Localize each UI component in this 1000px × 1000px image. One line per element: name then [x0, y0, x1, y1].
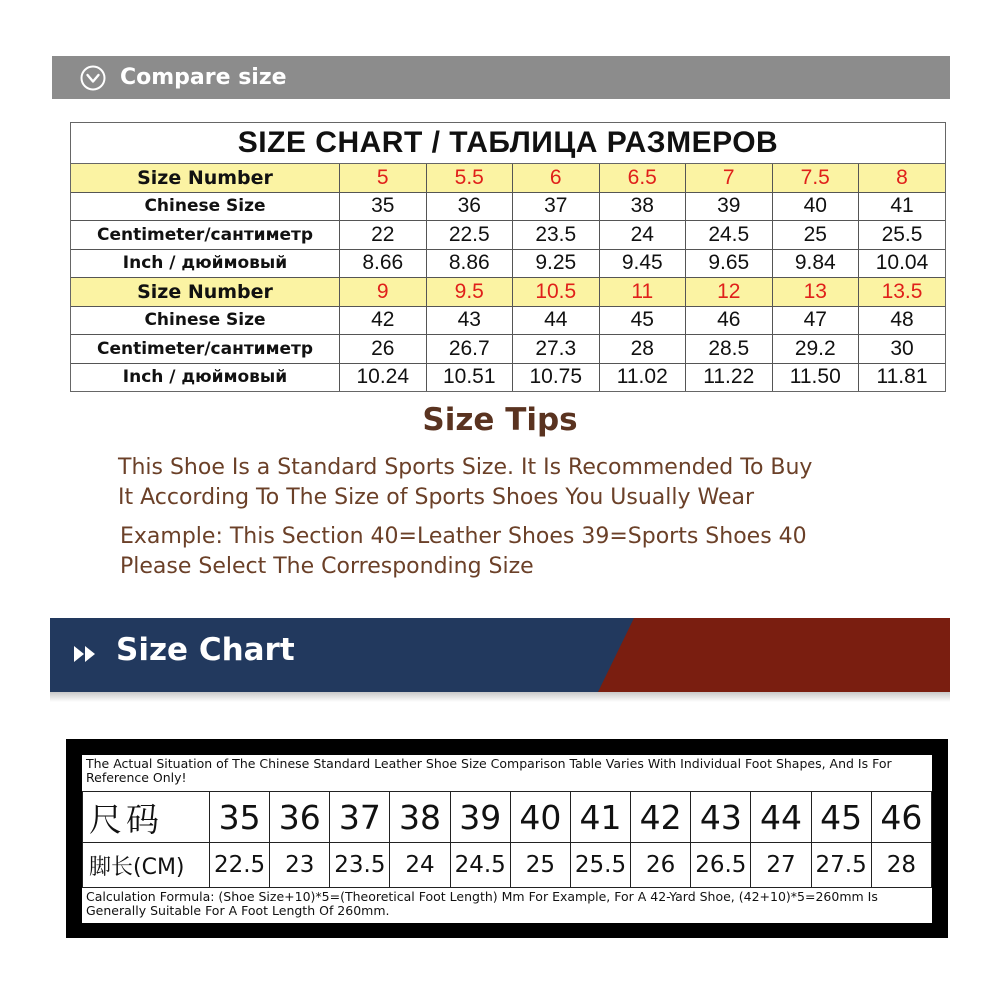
row-label: Centimeter/сантиметр [71, 221, 340, 250]
size-row-label: 尺码 [83, 792, 210, 843]
table-cell: 27.3 [513, 335, 600, 364]
table-cell: 10.51 [426, 363, 513, 391]
table-cell: 45 [599, 306, 686, 335]
foot-length-cell: 24 [390, 843, 450, 888]
size-row [83, 792, 932, 843]
banner-red-panel [598, 618, 950, 692]
foot-length-cell: 26 [631, 843, 691, 888]
size-tips-line-1: This Shoe Is a Standard Sports Size. It Is Recommended To Buy [118, 455, 813, 480]
table-cell: 22 [340, 221, 427, 250]
table-cell: 25 [772, 221, 859, 250]
row-label: Inch / дюймовый [71, 249, 340, 278]
size-cell: 40 [510, 792, 570, 843]
table-cell: 11.22 [686, 363, 773, 391]
table-cell: 36 [426, 192, 513, 221]
foot-length-cell: 26.5 [691, 843, 751, 888]
size-data-row [71, 306, 945, 335]
table-cell: 25.5 [859, 221, 946, 250]
foot-length-cell: 23 [270, 843, 330, 888]
size-data-row [71, 249, 945, 278]
table-cell: 38 [599, 192, 686, 221]
table-cell: 7.5 [772, 164, 859, 192]
table-cell: 10.04 [859, 249, 946, 278]
table-cell: 46 [686, 306, 773, 335]
row-label: Size Number [71, 278, 340, 307]
table-cell: 9.25 [513, 249, 600, 278]
foot-length-row-label: 脚长(CM) [83, 843, 210, 888]
table-cell: 13.5 [859, 278, 946, 307]
table-cell: 9.45 [599, 249, 686, 278]
size-cell: 44 [751, 792, 811, 843]
table-cell: 22.5 [426, 221, 513, 250]
table-cell: 39 [686, 192, 773, 221]
double-chevron-right-icon [72, 644, 98, 664]
size-tips-example: Example: This Section 40=Leather Shoes 39=Sports Shoes 40 [120, 524, 807, 549]
foot-length-cell: 25.5 [570, 843, 630, 888]
table-cell: 29.2 [772, 335, 859, 364]
table-cell: 10.5 [513, 278, 600, 307]
compare-size-title: Compare size [120, 65, 287, 90]
table-cell: 11.81 [859, 363, 946, 391]
table-cell: 13 [772, 278, 859, 307]
table-cell: 26.7 [426, 335, 513, 364]
foot-length-cell: 25 [510, 843, 570, 888]
table-cell: 28.5 [686, 335, 773, 364]
table-cell: 6 [513, 164, 600, 192]
row-label: Size Number [71, 164, 340, 192]
size-data-row [71, 363, 945, 391]
foot-length-cell: 28 [871, 843, 931, 888]
size-chart-title: SIZE CHART / ТАБЛИЦА РАЗМЕРОВ [71, 123, 945, 164]
size-cell: 46 [871, 792, 931, 843]
size-cell: 36 [270, 792, 330, 843]
table-cell: 48 [859, 306, 946, 335]
table-cell: 24 [599, 221, 686, 250]
size-chart-banner-title: Size Chart [116, 632, 295, 668]
size-number-row [71, 278, 945, 307]
size-cell: 35 [210, 792, 270, 843]
table-cell: 6.5 [599, 164, 686, 192]
compare-size-header [52, 56, 950, 99]
size-data-row [71, 221, 945, 250]
table-cell: 8.86 [426, 249, 513, 278]
row-label: Inch / дюймовый [71, 363, 340, 391]
chinese-size-table [82, 791, 932, 888]
size-tips-title: Size Tips [422, 402, 578, 438]
table-cell: 7 [686, 164, 773, 192]
table-cell: 23.5 [513, 221, 600, 250]
size-cell: 38 [390, 792, 450, 843]
banner-shadow [50, 692, 950, 702]
size-cell: 39 [450, 792, 510, 843]
row-label: Centimeter/сантиметр [71, 335, 340, 364]
table-cell: 42 [340, 306, 427, 335]
table-cell: 5.5 [426, 164, 513, 192]
table-cell: 41 [859, 192, 946, 221]
table-cell: 9.84 [772, 249, 859, 278]
size-cell: 41 [570, 792, 630, 843]
table-cell: 5 [340, 164, 427, 192]
chevron-down-circle-icon [80, 65, 106, 91]
foot-length-cell: 24.5 [450, 843, 510, 888]
table-cell: 30 [859, 335, 946, 364]
table-cell: 28 [599, 335, 686, 364]
size-tips-select: Please Select The Corresponding Size [120, 554, 534, 579]
reference-note: The Actual Situation of The Chinese Standard Leather Shoe Size Comparison Table Varies With Individual Foot Shapes, And Is For Reference Only! [86, 756, 892, 785]
table-cell: 44 [513, 306, 600, 335]
table-cell: 47 [772, 306, 859, 335]
table-cell: 11.50 [772, 363, 859, 391]
table-cell: 11.02 [599, 363, 686, 391]
size-number-row [71, 164, 945, 192]
size-tips-line-2: It According To The Size of Sports Shoes You Usually Wear [118, 485, 755, 510]
table-cell: 35 [340, 192, 427, 221]
table-cell: 26 [340, 335, 427, 364]
chinese-size-chart [82, 755, 932, 923]
table-cell: 9.65 [686, 249, 773, 278]
table-cell: 8 [859, 164, 946, 192]
size-data-row [71, 192, 945, 221]
table-cell: 12 [686, 278, 773, 307]
table-cell: 9 [340, 278, 427, 307]
size-cell: 45 [811, 792, 871, 843]
foot-length-cell: 23.5 [330, 843, 390, 888]
table-cell: 11 [599, 278, 686, 307]
calculation-formula: Calculation Formula: (Shoe Size+10)*5=(Theoretical Foot Length) Mm For Example, For A 42-Yard Shoe, (42+10)*5=260mm Is Generally Suitable For A Foot Length Of 260mm. [86, 889, 878, 918]
foot-length-row [83, 843, 932, 888]
foot-length-cell: 27.5 [811, 843, 871, 888]
row-label: Chinese Size [71, 306, 340, 335]
size-chart-banner [50, 618, 950, 692]
size-cell: 43 [691, 792, 751, 843]
size-data-row [71, 335, 945, 364]
table-cell: 43 [426, 306, 513, 335]
table-cell: 10.75 [513, 363, 600, 391]
size-chart-table [70, 122, 946, 392]
foot-length-cell: 27 [751, 843, 811, 888]
chinese-size-chart-frame [66, 739, 948, 938]
row-label: Chinese Size [71, 192, 340, 221]
size-cell: 42 [631, 792, 691, 843]
size-conversion-table [71, 164, 945, 391]
size-cell: 37 [330, 792, 390, 843]
foot-length-cell: 22.5 [210, 843, 270, 888]
table-cell: 9.5 [426, 278, 513, 307]
table-cell: 40 [772, 192, 859, 221]
table-cell: 8.66 [340, 249, 427, 278]
table-cell: 37 [513, 192, 600, 221]
table-cell: 24.5 [686, 221, 773, 250]
table-cell: 10.24 [340, 363, 427, 391]
